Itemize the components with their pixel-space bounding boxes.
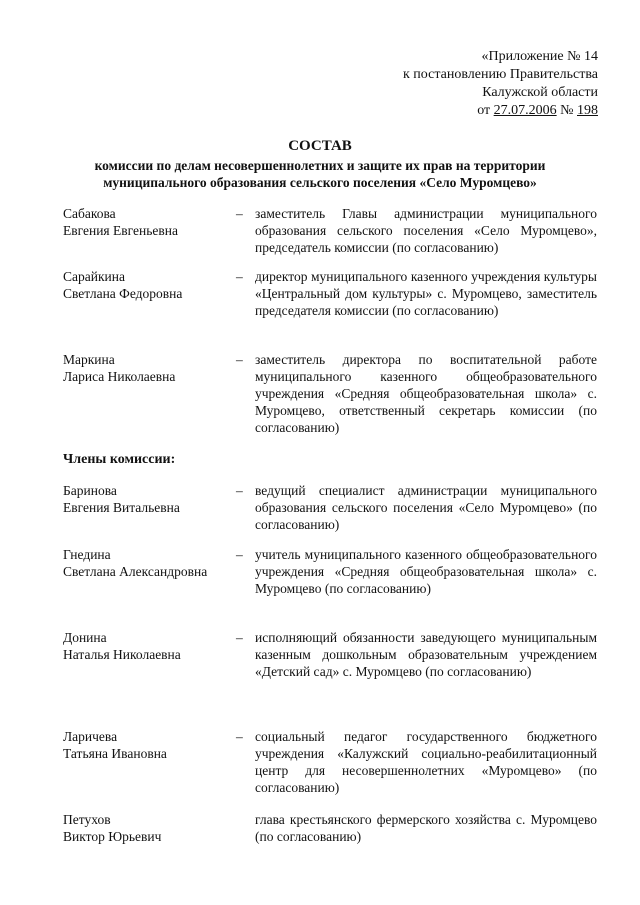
member-surname: Донина — [63, 630, 107, 645]
member-surname: Сабакова — [63, 206, 116, 221]
member-role: глава крестьянского фермерского хозяйства с. Муромцево (по согласованию) — [255, 812, 597, 844]
member-dash: – — [236, 547, 243, 562]
member-name — [63, 629, 231, 663]
appendix-date-prefix: от — [477, 103, 494, 118]
member-name — [63, 205, 231, 239]
appendix-number-prefix: № — [556, 103, 577, 118]
member-given-name: Светлана Александровна — [63, 564, 208, 579]
member-dash: – — [236, 206, 243, 221]
member-name — [63, 482, 231, 516]
member-dash: – — [236, 483, 243, 498]
member-role: социальный педагог государственного бюджетного учреждения «Калужский социально-реабилитационный центр для несовершеннолетних «Муромцево» (по согласованию) — [255, 729, 597, 795]
member-given-name: Евгения Витальевна — [63, 500, 180, 515]
appendix-line-3: Калужской области — [482, 85, 598, 100]
document-title: СОСТАВ — [288, 138, 352, 154]
member-surname: Маркина — [63, 352, 115, 367]
member-given-name: Виктор Юрьевич — [63, 829, 162, 844]
appendix-line-4 — [403, 102, 598, 120]
member-surname: Петухов — [63, 812, 111, 827]
member-name — [63, 811, 231, 845]
member-role: заместитель директора по воспитательной работе муниципального казенного общеобразовательного учреждения «Средняя общеобразовательная школа» с. Муромцево, ответственный секретарь комиссии (по согласованию) — [255, 352, 597, 435]
member-given-name: Лариса Николаевна — [63, 369, 176, 384]
member-role: заместитель Главы администрации муниципального образования сельского поселения «Село Муромцево», председатель комиссии (по согласованию) — [255, 206, 597, 255]
member-dash: – — [236, 269, 243, 284]
member-name — [63, 546, 231, 580]
member-role: ведущий специалист администрации муниципального образования сельского поселения «Село Муромцево» (по согласованию) — [255, 483, 597, 532]
document-subtitle — [40, 157, 600, 191]
appendix-number: 198 — [577, 103, 598, 118]
appendix-line-1: «Приложение № 14 — [481, 49, 598, 64]
member-given-name: Наталья Николаевна — [63, 647, 181, 662]
member-name — [63, 351, 231, 385]
subtitle-line-2: муниципального образования сельского поселения «Село Муромцево» — [103, 175, 537, 190]
member-name — [63, 728, 231, 762]
member-name — [63, 268, 231, 302]
member-surname: Баринова — [63, 483, 117, 498]
member-given-name: Евгения Евгеньевна — [63, 223, 178, 238]
member-surname: Гнедина — [63, 547, 111, 562]
member-dash: – — [236, 352, 243, 367]
member-surname: Ларичева — [63, 729, 118, 744]
member-role: исполняющий обязанности заведующего муниципальным казенным дошкольным образовательным учреждением «Детский сад» с. Муромцево (по согласованию) — [255, 630, 597, 679]
appendix-line-2: к постановлению Правительства — [402, 67, 598, 82]
member-dash: – — [236, 729, 243, 744]
appendix-header — [403, 48, 598, 120]
members-heading: Члены комиссии: — [63, 452, 176, 467]
member-surname: Сарайкина — [63, 269, 125, 284]
member-dash: – — [236, 630, 243, 645]
appendix-date: 27.07.2006 — [493, 103, 557, 118]
member-role: директор муниципального казенного учреждения культуры «Центральный дом культуры» с. Муромцево, заместитель председателя комиссии (по согласованию) — [255, 269, 597, 318]
member-given-name: Татьяна Ивановна — [63, 746, 167, 761]
member-role: учитель муниципального казенного общеобразовательного учреждения «Средняя общеобразовательная школа» с. Муромцево (по согласованию) — [255, 547, 597, 596]
member-given-name: Светлана Федоровна — [63, 286, 183, 301]
subtitle-line-1: комиссии по делам несовершеннолетних и защите их прав на территории — [94, 158, 546, 173]
